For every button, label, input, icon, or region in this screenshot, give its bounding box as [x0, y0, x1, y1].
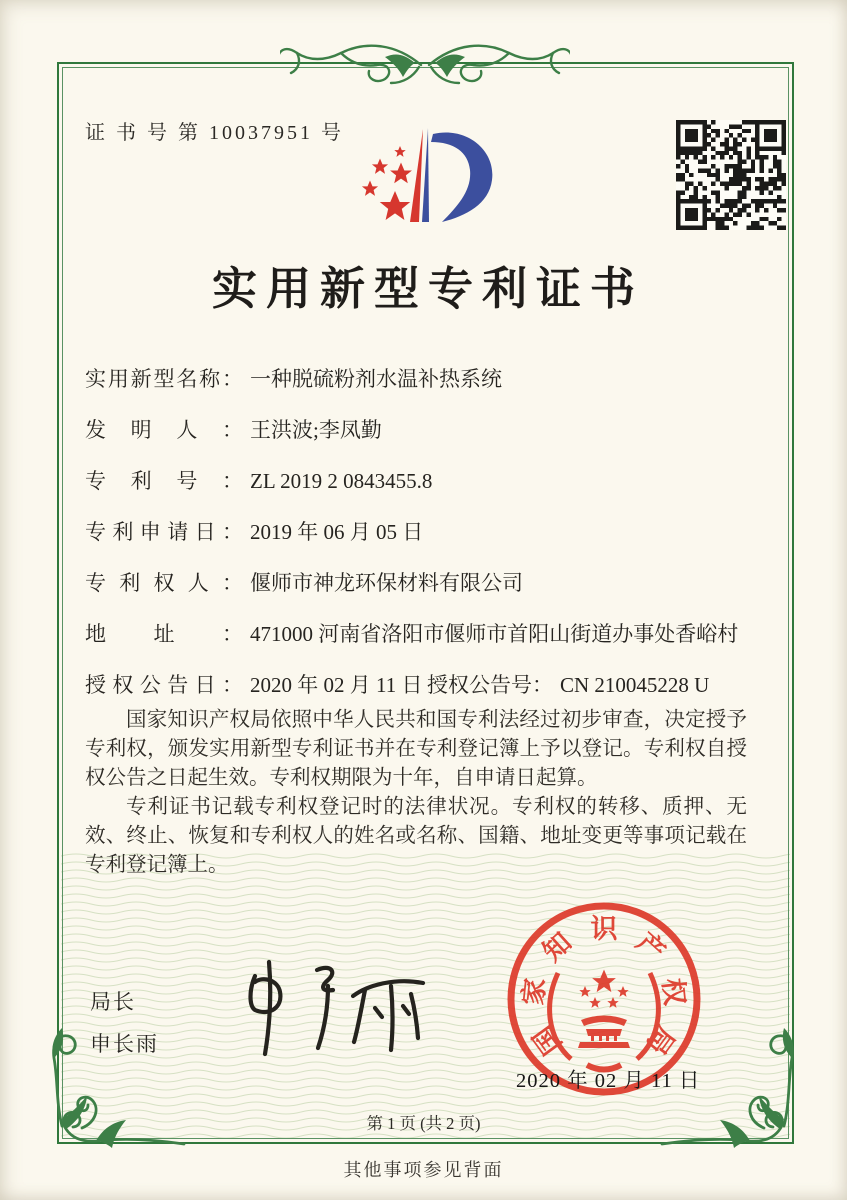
legal-paragraph-2: 专利证书记载专利权登记时的法律状况。专利权的转移、质押、无效、终止、恢复和专利权人的姓名或名称、国籍、地址变更等事项记载在专利登记簿上。 — [85, 796, 747, 876]
national-emblem-icon — [550, 970, 659, 1070]
legal-paragraph-1: 国家知识产权局依照中华人民共和国专利法经过初步审查，决定授予专利权，颁发实用新型专利证书并在专利登记簿上予以登记。专利权自授权公告之日起生效。专利权期限为十年，自申请日起算。 — [85, 709, 747, 789]
fields-block — [85, 363, 750, 720]
field-value: 一种脱硫粉剂水温补热系统 — [250, 367, 502, 391]
top-scroll-ornament — [280, 33, 570, 97]
field-label: 专利权人： — [85, 571, 243, 595]
field-value: CN 210045228 U — [560, 673, 710, 697]
field-label: 实用新型名称： — [85, 367, 243, 391]
field-label: 发明人： — [85, 418, 243, 442]
field-row-patentee — [85, 567, 750, 618]
svg-text:国: 国 — [527, 1020, 568, 1060]
logo-red-wedge — [410, 129, 423, 222]
seal-date: 2020 年 02 月 11 日 — [516, 1070, 701, 1092]
commissioner-title: 局长 — [90, 990, 136, 1014]
legal-text-block — [85, 706, 747, 880]
logo-blue-p-bowl — [431, 132, 492, 222]
field-value: 2020 年 02 月 11 日 — [250, 673, 423, 697]
logo-blue-sliver — [422, 128, 429, 222]
commissioner-name: 申长雨 — [90, 1032, 159, 1056]
field-label: 授权公告日： — [85, 673, 243, 697]
field-value: 471000 河南省洛阳市偃师市首阳山街道办事处香峪村 — [250, 622, 739, 646]
field-value: 王洪波;李凤勤 — [250, 418, 382, 442]
back-note: 其他事项参见背面 — [343, 1160, 504, 1180]
page-number: 第 1 页 (共 2 页) — [366, 1114, 481, 1133]
field-row-patent-number — [85, 465, 750, 516]
field-value: 2019 年 06 月 05 日 — [250, 520, 424, 544]
qr-code — [676, 120, 786, 230]
commissioner-signature — [225, 950, 440, 1065]
svg-text:局: 局 — [640, 1020, 681, 1060]
field-label: 地址： — [85, 622, 243, 646]
field-row-address — [85, 618, 750, 669]
field-value: 偃师市神龙环保材料有限公司 — [250, 571, 523, 595]
field-value: ZL 2019 2 0843455.8 — [250, 469, 433, 493]
svg-text:识: 识 — [590, 914, 618, 944]
field-label: 专利申请日： — [85, 520, 243, 544]
svg-text:家: 家 — [518, 976, 551, 1007]
field-label: 授权公告号： — [427, 673, 553, 697]
grant-number-field — [427, 669, 709, 699]
page-title: 实用新型专利证书 — [211, 264, 644, 314]
logo-stars-icon — [362, 146, 412, 220]
field-label: 专利号： — [85, 469, 243, 493]
svg-text:知: 知 — [537, 926, 578, 968]
svg-text:权: 权 — [657, 976, 690, 1007]
field-row-name — [85, 363, 750, 414]
svg-text:产: 产 — [630, 926, 671, 968]
field-row-inventor — [85, 414, 750, 465]
field-row-filing-date — [85, 516, 750, 567]
certificate-number: 证 书 号 第 10037951 号 — [85, 122, 344, 144]
cnipa-logo — [338, 112, 518, 240]
